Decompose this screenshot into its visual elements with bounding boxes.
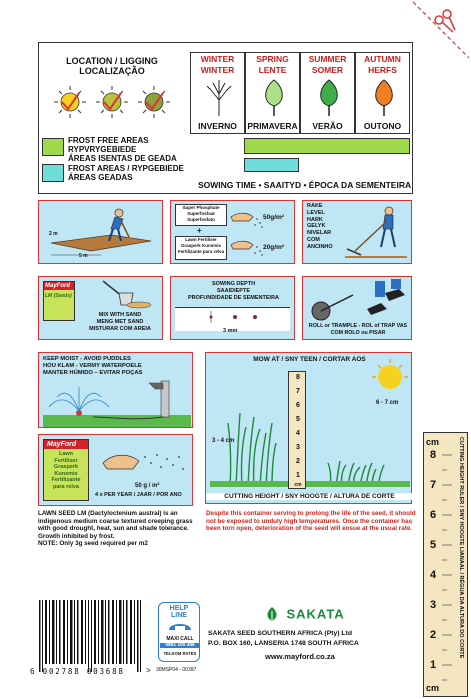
rake-label: RAKE LEVEL HARK GELYK NIVELAR COM ANCINHO: [307, 203, 333, 250]
product-description: LAWN SEED LM (Dactyloctenium austral) is an indigenous medium coarse textured creeping grass with good drought, heat, sun and shade tolerance. Growth inhibited by frost. NOTE: Only 3g seed required per m2: [38, 510, 193, 548]
roll-panel: [302, 276, 412, 340]
summer-tree-icon: [315, 78, 343, 116]
roller-icon: [307, 293, 357, 321]
frost-label: FROST AREAS / RYPGEBIEDE ÁREAS GEADAS: [68, 164, 184, 182]
product-code: 30MSP04 - 00397: [156, 667, 197, 673]
roll-label: ROLL or TRAMPLE - ROL of TRAP VAS COM ROLO ou PISAR: [308, 323, 408, 336]
spade-sand-icon: [93, 279, 153, 309]
sakata-logo: SAKATA: [262, 605, 345, 623]
trampling-feet-icon: [361, 279, 411, 319]
depth-panel: SOWING DEPTH SAAIDIEPTE PROFUNDIDADE DE SEMENTEIRA 3 mm: [170, 276, 295, 340]
grass-illustration: [210, 373, 410, 487]
autumn-tree-icon: [370, 78, 398, 116]
barcode-arrow: >: [146, 666, 151, 675]
rake-panel: [302, 200, 412, 264]
cutting-height-side-ruler: cm 8 7 6 5 4 3 2 1 cm CUTTING HEIGHT RULER / SNY HOOGTE LIANAAL / RÉGUA DA ALTURA DO CORTE: [423, 432, 468, 697]
feed-panel: MayFord Lawn Fertiliser Grasperk Kunsmis Fertilizante para relva 50 g / m² 4 x PER YEAR / JAAR / POR ANO: [38, 434, 193, 506]
depth-label: SOWING DEPTH SAAIDIEPTE PROFUNDIDADE DE SEMENTEIRA: [187, 281, 280, 301]
season-winter: WINTER WINTER INVERNO: [190, 52, 245, 134]
hand-scatter-fertiliser-icon: [99, 443, 189, 479]
storage-warning: Despite this container serving to prolong the life of the seed, it should not be exposed to unduly high temperatures. Once the container has been torn open, deterioration of the seed will ensue at the usual rate.: [206, 510, 416, 533]
company-name: SAKATA SEED SOUTHERN AFRICA (Pty) Ltd: [208, 630, 352, 637]
sprinkler-tap-illustration: [43, 377, 191, 427]
phone-icon: [167, 620, 193, 634]
raking-person-illustration: [341, 203, 411, 261]
water-panel: [38, 352, 193, 428]
mix-panel: [38, 276, 163, 340]
frost-free-sowing-bar: [244, 138, 410, 154]
barcode-digits: 6 002788 003688: [30, 667, 125, 676]
frost-free-swatch: [42, 138, 64, 156]
company-website[interactable]: www.mayford.co.za: [265, 652, 335, 661]
barcode: [35, 600, 155, 676]
fertiliser-pack-text: Lawn Fertiliser Grasperk Kunsmis Fertilizante para relva: [51, 451, 81, 490]
lawn-fertiliser-box: Lawn Fertiliser Grasperk Kunsmis Fertilizante para relva: [175, 236, 227, 260]
mayford-fertiliser-pack: MayFord Lawn Fertiliser Grasperk Kunsmis Fertilizante para relva: [43, 439, 89, 501]
sun-half-shade-icon: [96, 86, 128, 118]
fertilise-panel: Super Phosphate Superfosfaat Superfosfato + Lawn Fertiliser Grasperk Kunsmis Fertilizante para relva 50g/m² 20g/m²: [170, 200, 295, 264]
mix-label: MIX WITH SAND MENG MET SAND MISTURAR COM AREIA: [89, 312, 151, 332]
water-label: KEEP MOIST - AVOID PUDDLES HOU KLAM - VERMY WATERPOELE MANTER HÚMIDO – EVITAR POÇAS: [43, 356, 143, 376]
frost-sowing-bar: [244, 158, 299, 172]
sun-icon: [54, 86, 86, 118]
super-phosphate-box: Super Phosphate Superfosfaat Superfosfato: [175, 204, 227, 226]
dig-panel: 2 m 5 m: [38, 200, 163, 264]
hand-scatter-icon: [229, 205, 265, 261]
sun-icons: [48, 80, 178, 122]
helpline-badge: HELP LINE MAXI CALL 0861 100 456 TELKOM RATES: [158, 602, 200, 662]
digging-person-illustration: [41, 203, 161, 261]
mow-ruler: 8 7 6 5 4 3 2 1 cm: [288, 371, 306, 489]
frost-free-label: FROST FREE AREAS RYPVRYGEBIEDE ÁREAS ISENTAS DE GEADA: [68, 136, 177, 163]
season-autumn: AUTUMN HERFS OUTONO: [355, 52, 410, 134]
mow-panel: MOW AT / SNY TEEN / CORTAR AOS 3 - 4 cm 6 - 7 cm 8 7 6 5 4 3 2 1 cm CUTTING HEIGHT / SNY HOOGTE / ALTURA DE CORTE: [205, 352, 412, 504]
mayford-seed-pack: MayFord LM (Seeds): [43, 281, 75, 321]
season-summer: SUMMER SOMER VERÃO: [300, 52, 355, 134]
spring-tree-icon: [260, 78, 288, 116]
sakata-logo-icon: [262, 606, 282, 622]
frost-swatch: [42, 164, 64, 182]
ruler-ticks: [442, 433, 452, 698]
scissors-icon: [405, 0, 471, 60]
seed-depth-icon: [201, 309, 271, 327]
location-heading: LOCATION / LIGGING LOCALIZAÇÃO: [66, 56, 158, 76]
sowing-time-label: SOWING TIME • SAAITYD • ÉPOCA DA SEMENTEIRA: [198, 180, 412, 190]
shade-icon: [138, 86, 170, 118]
bare-tree-icon: [205, 78, 233, 116]
company-address: P.O. BOX 160, LANSERIA 1748 SOUTH AFRICA: [208, 640, 359, 647]
season-spring: SPRING LENTE PRIMAVERA: [245, 52, 300, 134]
